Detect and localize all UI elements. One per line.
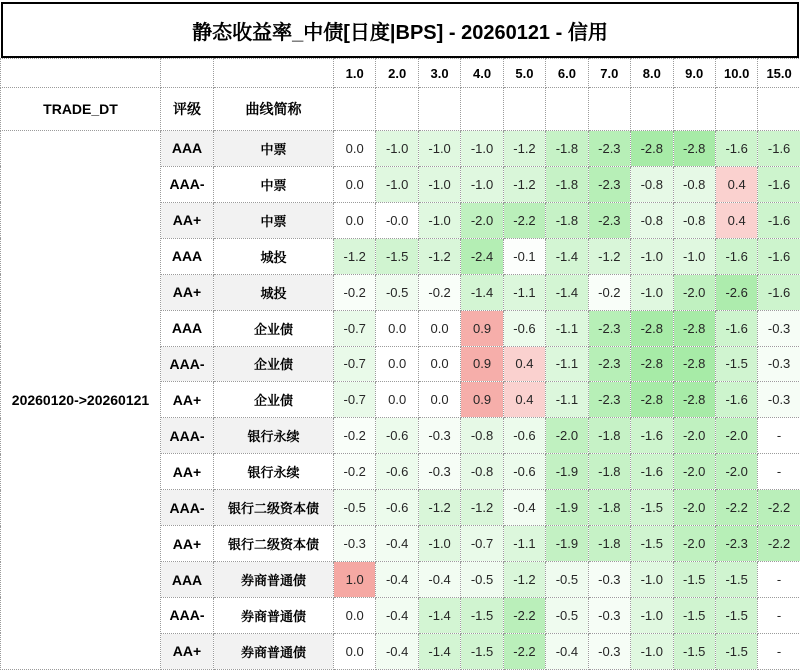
value-cell: -0.6 bbox=[503, 454, 545, 490]
value-cell: -0.2 bbox=[418, 274, 460, 310]
value-cell: -1.6 bbox=[715, 238, 757, 274]
value-cell: 0.9 bbox=[461, 382, 503, 418]
value-cell: -1.5 bbox=[715, 633, 757, 669]
value-cell: -1.6 bbox=[631, 454, 673, 490]
rating-cell: AAA- bbox=[161, 597, 214, 633]
value-cell: -0.4 bbox=[376, 562, 418, 598]
value-cell: -2.8 bbox=[631, 382, 673, 418]
value-cell: -0.3 bbox=[418, 418, 460, 454]
value-cell: -1.8 bbox=[546, 131, 588, 167]
value-cell: 0.4 bbox=[503, 382, 545, 418]
value-cell: -0.5 bbox=[376, 274, 418, 310]
maturity-header: 1.0 bbox=[334, 59, 376, 88]
value-cell: -0.6 bbox=[376, 418, 418, 454]
value-cell: -2.3 bbox=[588, 131, 630, 167]
value-cell: -0.8 bbox=[631, 202, 673, 238]
value-cell: -1.0 bbox=[376, 166, 418, 202]
curve-name-cell: 银行永续 bbox=[214, 418, 334, 454]
value-cell: -2.3 bbox=[588, 310, 630, 346]
header-spacer bbox=[758, 88, 800, 131]
value-cell: -2.8 bbox=[631, 346, 673, 382]
value-cell: -0.8 bbox=[461, 454, 503, 490]
value-cell: -1.4 bbox=[546, 238, 588, 274]
value-cell: - bbox=[758, 418, 800, 454]
value-cell: -2.3 bbox=[588, 202, 630, 238]
curve-header: 曲线简称 bbox=[214, 88, 334, 131]
yield-change-heatmap-table bbox=[0, 58, 800, 670]
value-cell: 0.9 bbox=[461, 310, 503, 346]
value-cell: 0.0 bbox=[334, 131, 376, 167]
value-cell: -1.8 bbox=[588, 490, 630, 526]
value-cell: -1.5 bbox=[461, 597, 503, 633]
value-cell: -2.2 bbox=[503, 597, 545, 633]
value-cell: 1.0 bbox=[334, 562, 376, 598]
value-cell: -0.2 bbox=[334, 274, 376, 310]
value-cell: -1.1 bbox=[546, 382, 588, 418]
value-cell: -1.2 bbox=[503, 166, 545, 202]
rating-cell: AA+ bbox=[161, 454, 214, 490]
value-cell: -1.5 bbox=[631, 490, 673, 526]
curve-name-cell: 中票 bbox=[214, 131, 334, 167]
value-cell: -0.3 bbox=[418, 454, 460, 490]
value-cell: -2.0 bbox=[673, 526, 715, 562]
rating-cell: AA+ bbox=[161, 274, 214, 310]
value-cell: 0.4 bbox=[503, 346, 545, 382]
value-cell: -1.0 bbox=[461, 131, 503, 167]
curve-name-cell: 中票 bbox=[214, 202, 334, 238]
value-cell: -2.3 bbox=[715, 526, 757, 562]
value-cell: 0.0 bbox=[334, 166, 376, 202]
curve-name-cell: 企业债 bbox=[214, 382, 334, 418]
maturity-header: 5.0 bbox=[503, 59, 545, 88]
value-cell: -1.2 bbox=[334, 238, 376, 274]
value-cell: 0.4 bbox=[715, 166, 757, 202]
rating-cell: AAA bbox=[161, 131, 214, 167]
value-cell: -0.3 bbox=[334, 526, 376, 562]
value-cell: - bbox=[758, 633, 800, 669]
value-cell: -1.6 bbox=[715, 310, 757, 346]
value-cell: 0.0 bbox=[418, 346, 460, 382]
column-header-row bbox=[1, 88, 800, 131]
header-spacer bbox=[673, 88, 715, 131]
maturity-header: 9.0 bbox=[673, 59, 715, 88]
value-cell: -2.0 bbox=[715, 418, 757, 454]
value-cell: -0.6 bbox=[376, 454, 418, 490]
curve-name-cell: 券商普通债 bbox=[214, 633, 334, 669]
value-cell: -2.2 bbox=[758, 526, 800, 562]
value-cell: -1.8 bbox=[546, 166, 588, 202]
value-cell: -0.8 bbox=[461, 418, 503, 454]
value-cell: 0.9 bbox=[461, 346, 503, 382]
value-cell: -0.6 bbox=[376, 490, 418, 526]
value-cell: -2.8 bbox=[673, 310, 715, 346]
value-cell: -1.6 bbox=[758, 274, 800, 310]
maturity-header: 7.0 bbox=[588, 59, 630, 88]
value-cell: -0.8 bbox=[673, 202, 715, 238]
value-cell: -1.0 bbox=[418, 166, 460, 202]
value-cell: -0.3 bbox=[758, 382, 800, 418]
value-cell: -2.3 bbox=[588, 346, 630, 382]
value-cell: -1.5 bbox=[461, 633, 503, 669]
value-cell: -1.1 bbox=[503, 274, 545, 310]
header-spacer bbox=[588, 88, 630, 131]
value-cell: -2.8 bbox=[673, 382, 715, 418]
value-cell: -0.6 bbox=[503, 418, 545, 454]
value-cell: -0.4 bbox=[418, 562, 460, 598]
value-cell: -1.0 bbox=[631, 274, 673, 310]
value-cell: -1.5 bbox=[715, 597, 757, 633]
maturity-header: 8.0 bbox=[631, 59, 673, 88]
value-cell: -1.5 bbox=[376, 238, 418, 274]
rating-cell: AAA- bbox=[161, 346, 214, 382]
value-cell: -1.0 bbox=[631, 562, 673, 598]
rating-header: 评级 bbox=[161, 88, 214, 131]
maturity-header: 3.0 bbox=[418, 59, 460, 88]
value-cell: -0.3 bbox=[588, 597, 630, 633]
value-cell: -2.2 bbox=[758, 490, 800, 526]
value-cell: -0.2 bbox=[334, 454, 376, 490]
value-cell: -0.4 bbox=[376, 597, 418, 633]
value-cell: - bbox=[758, 454, 800, 490]
value-cell: -1.5 bbox=[673, 633, 715, 669]
value-cell: 0.0 bbox=[418, 382, 460, 418]
value-cell: -0.7 bbox=[334, 310, 376, 346]
value-cell: -2.8 bbox=[673, 131, 715, 167]
value-cell: -2.0 bbox=[715, 454, 757, 490]
maturity-header: 6.0 bbox=[546, 59, 588, 88]
value-cell: -0.3 bbox=[758, 346, 800, 382]
value-cell: -1.6 bbox=[758, 238, 800, 274]
value-cell: -0.3 bbox=[758, 310, 800, 346]
rating-cell: AA+ bbox=[161, 526, 214, 562]
value-cell: -2.8 bbox=[673, 346, 715, 382]
rating-cell: AAA- bbox=[161, 166, 214, 202]
value-cell: -1.5 bbox=[715, 562, 757, 598]
value-cell: -1.2 bbox=[503, 562, 545, 598]
value-cell: -2.3 bbox=[588, 166, 630, 202]
maturity-header: 2.0 bbox=[376, 59, 418, 88]
value-cell: -1.4 bbox=[461, 274, 503, 310]
header-spacer bbox=[161, 59, 214, 88]
value-cell: -0.4 bbox=[546, 633, 588, 669]
curve-name-cell: 银行二级资本债 bbox=[214, 490, 334, 526]
curve-name-cell: 城投 bbox=[214, 238, 334, 274]
value-cell: 0.0 bbox=[334, 202, 376, 238]
value-cell: -1.2 bbox=[588, 238, 630, 274]
value-cell: -0.8 bbox=[631, 166, 673, 202]
value-cell: -1.0 bbox=[418, 202, 460, 238]
rating-cell: AAA bbox=[161, 562, 214, 598]
value-cell: -0.7 bbox=[461, 526, 503, 562]
value-cell: -0.7 bbox=[334, 382, 376, 418]
value-cell: -1.0 bbox=[418, 131, 460, 167]
value-cell: 0.0 bbox=[376, 310, 418, 346]
value-cell: -0.5 bbox=[546, 562, 588, 598]
curve-name-cell: 企业债 bbox=[214, 310, 334, 346]
value-cell: -1.6 bbox=[715, 382, 757, 418]
curve-name-cell: 企业债 bbox=[214, 346, 334, 382]
rating-cell: AA+ bbox=[161, 633, 214, 669]
value-cell: -1.8 bbox=[588, 526, 630, 562]
value-cell: 0.4 bbox=[715, 202, 757, 238]
value-cell: -2.4 bbox=[461, 238, 503, 274]
rating-cell: AAA- bbox=[161, 418, 214, 454]
value-cell: -2.0 bbox=[546, 418, 588, 454]
value-cell: -1.6 bbox=[631, 418, 673, 454]
value-cell: -1.0 bbox=[631, 238, 673, 274]
value-cell: -2.8 bbox=[631, 310, 673, 346]
value-cell: -1.0 bbox=[461, 166, 503, 202]
value-cell: -0.4 bbox=[503, 490, 545, 526]
value-cell: -1.8 bbox=[546, 202, 588, 238]
value-cell: -1.6 bbox=[758, 166, 800, 202]
value-cell: 0.0 bbox=[376, 382, 418, 418]
value-cell: -1.1 bbox=[546, 310, 588, 346]
header-spacer bbox=[631, 88, 673, 131]
trade-dt-value-cell: 20260120->20260121 bbox=[1, 131, 161, 670]
table-row bbox=[1, 131, 800, 167]
value-cell: -1.2 bbox=[418, 238, 460, 274]
value-cell: -1.1 bbox=[546, 346, 588, 382]
value-cell: -0.8 bbox=[673, 166, 715, 202]
value-cell: -1.2 bbox=[418, 490, 460, 526]
header-spacer bbox=[503, 88, 545, 131]
value-cell: -1.8 bbox=[588, 454, 630, 490]
value-cell: -2.0 bbox=[673, 454, 715, 490]
curve-name-cell: 银行永续 bbox=[214, 454, 334, 490]
value-cell: -0.5 bbox=[461, 562, 503, 598]
value-cell: -2.3 bbox=[588, 382, 630, 418]
curve-name-cell: 城投 bbox=[214, 274, 334, 310]
page-title: 静态收益率_中债[日度|BPS] - 20260121 - 信用 bbox=[192, 16, 608, 45]
value-cell: - bbox=[758, 562, 800, 598]
value-cell: - bbox=[758, 597, 800, 633]
value-cell: -2.0 bbox=[673, 490, 715, 526]
header-spacer bbox=[715, 88, 757, 131]
value-cell: 0.0 bbox=[418, 310, 460, 346]
value-cell: -1.0 bbox=[418, 526, 460, 562]
value-cell: -1.6 bbox=[758, 131, 800, 167]
value-cell: -0.2 bbox=[588, 274, 630, 310]
value-cell: -0.4 bbox=[376, 633, 418, 669]
curve-name-cell: 券商普通债 bbox=[214, 597, 334, 633]
value-cell: -1.6 bbox=[715, 131, 757, 167]
curve-name-cell: 中票 bbox=[214, 166, 334, 202]
value-cell: -0.1 bbox=[503, 238, 545, 274]
value-cell: -1.4 bbox=[418, 597, 460, 633]
value-cell: -0.4 bbox=[376, 526, 418, 562]
curve-name-cell: 券商普通债 bbox=[214, 562, 334, 598]
value-cell: 0.0 bbox=[376, 346, 418, 382]
value-cell: 0.0 bbox=[334, 597, 376, 633]
value-cell: -2.0 bbox=[673, 274, 715, 310]
maturity-header-row bbox=[1, 59, 800, 88]
curve-name-cell: 银行二级资本债 bbox=[214, 526, 334, 562]
value-cell: -1.2 bbox=[461, 490, 503, 526]
value-cell: -1.9 bbox=[546, 526, 588, 562]
header-spacer bbox=[214, 59, 334, 88]
rating-cell: AA+ bbox=[161, 202, 214, 238]
maturity-header: 4.0 bbox=[461, 59, 503, 88]
maturity-header: 10.0 bbox=[715, 59, 757, 88]
value-cell: -1.5 bbox=[673, 562, 715, 598]
title-bar bbox=[1, 2, 799, 58]
value-cell: -1.5 bbox=[673, 597, 715, 633]
value-cell: -1.0 bbox=[376, 131, 418, 167]
value-cell: -1.0 bbox=[631, 597, 673, 633]
value-cell: -2.0 bbox=[673, 418, 715, 454]
value-cell: -0.5 bbox=[546, 597, 588, 633]
value-cell: -0.3 bbox=[588, 633, 630, 669]
value-cell: -2.8 bbox=[631, 131, 673, 167]
value-cell: -0.0 bbox=[376, 202, 418, 238]
value-cell: -2.2 bbox=[715, 490, 757, 526]
table-body bbox=[1, 131, 800, 670]
value-cell: -0.3 bbox=[588, 562, 630, 598]
value-cell: -1.4 bbox=[418, 633, 460, 669]
value-cell: -2.0 bbox=[461, 202, 503, 238]
value-cell: -0.6 bbox=[503, 310, 545, 346]
rating-cell: AAA- bbox=[161, 490, 214, 526]
value-cell: -0.7 bbox=[334, 346, 376, 382]
rating-cell: AAA bbox=[161, 238, 214, 274]
trade-dt-header: TRADE_DT bbox=[1, 88, 161, 131]
value-cell: -1.6 bbox=[758, 202, 800, 238]
header-spacer bbox=[1, 59, 161, 88]
value-cell: -0.2 bbox=[334, 418, 376, 454]
value-cell: -1.9 bbox=[546, 490, 588, 526]
value-cell: -0.5 bbox=[334, 490, 376, 526]
value-cell: -1.8 bbox=[588, 418, 630, 454]
value-cell: -1.5 bbox=[715, 346, 757, 382]
header-spacer bbox=[376, 88, 418, 131]
header-spacer bbox=[546, 88, 588, 131]
header-spacer bbox=[334, 88, 376, 131]
value-cell: -1.0 bbox=[631, 633, 673, 669]
value-cell: -1.0 bbox=[673, 238, 715, 274]
value-cell: -1.9 bbox=[546, 454, 588, 490]
value-cell: 0.0 bbox=[334, 633, 376, 669]
value-cell: -2.2 bbox=[503, 633, 545, 669]
value-cell: -1.2 bbox=[503, 131, 545, 167]
maturity-header: 15.0 bbox=[758, 59, 800, 88]
header-spacer bbox=[461, 88, 503, 131]
rating-cell: AA+ bbox=[161, 382, 214, 418]
value-cell: -1.5 bbox=[631, 526, 673, 562]
value-cell: -2.2 bbox=[503, 202, 545, 238]
rating-cell: AAA bbox=[161, 310, 214, 346]
value-cell: -2.6 bbox=[715, 274, 757, 310]
header-spacer bbox=[418, 88, 460, 131]
value-cell: -1.1 bbox=[503, 526, 545, 562]
value-cell: -1.4 bbox=[546, 274, 588, 310]
